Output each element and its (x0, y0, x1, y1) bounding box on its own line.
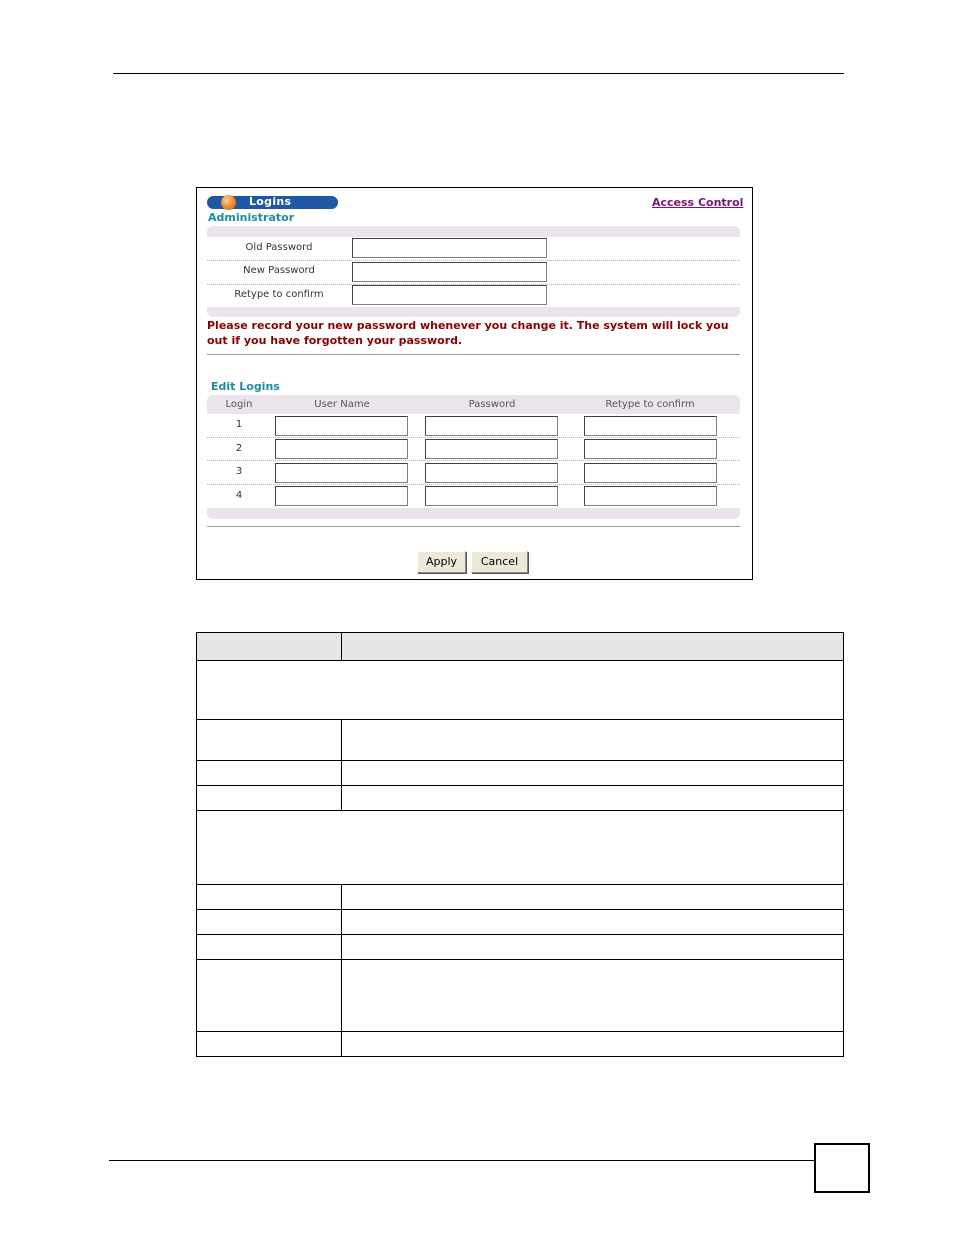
footer-rule (109, 1160, 815, 1161)
cancel-button[interactable]: Cancel (471, 551, 528, 573)
table-border-top (196, 632, 844, 633)
user-name-field[interactable] (275, 486, 408, 506)
table-row-line (196, 909, 844, 910)
password-field[interactable] (425, 463, 558, 483)
logins-title-badge (207, 196, 338, 209)
retype-field[interactable] (584, 439, 717, 459)
table-row-line (196, 959, 844, 960)
user-name-field[interactable] (275, 463, 408, 483)
row-divider (207, 484, 740, 485)
login-number: 3 (235, 466, 243, 477)
table-border-right (843, 632, 844, 1057)
table-row-line (196, 884, 844, 885)
logins-title: Logins (249, 195, 292, 208)
column-header-user-name: User Name (314, 399, 370, 410)
separator (207, 526, 740, 527)
login-number: 2 (235, 443, 243, 454)
table-row-line (196, 934, 844, 935)
table-row-line (196, 785, 844, 786)
password-warning: Please record your new password whenever you change it. The system will lock you out if you have forgotten your password. (207, 319, 729, 347)
access-control-link[interactable]: Access Control (652, 196, 744, 209)
administrator-title: Administrator (208, 211, 295, 224)
orb-icon (221, 195, 236, 210)
row-divider (207, 437, 740, 438)
row-divider (207, 460, 740, 461)
row-divider (207, 260, 740, 261)
table-column-line (341, 719, 342, 810)
old-password-field[interactable] (352, 238, 547, 258)
table-row-line (196, 760, 844, 761)
table-row-line (196, 810, 844, 811)
user-name-field[interactable] (275, 439, 408, 459)
separator (207, 354, 740, 355)
retype-field[interactable] (584, 486, 717, 506)
retype-field[interactable] (584, 416, 717, 436)
table-row-line (196, 660, 844, 661)
column-header-retype: Retype to confirm (605, 399, 695, 410)
table-header-row (197, 633, 843, 660)
table-row-line (196, 719, 844, 720)
column-header-password: Password (468, 399, 516, 410)
table-column-line (341, 632, 342, 660)
new-password-label: New Password (243, 265, 315, 276)
page-number-box (814, 1143, 870, 1193)
column-header-login: Login (225, 399, 253, 410)
retype-confirm-field[interactable] (352, 285, 547, 305)
table-border-bottom (196, 1056, 844, 1057)
password-field[interactable] (425, 416, 558, 436)
edit-logins-title: Edit Logins (211, 380, 280, 393)
table-column-line (341, 884, 342, 1056)
old-password-label: Old Password (245, 242, 313, 253)
table-border-left (196, 632, 197, 1057)
password-field[interactable] (425, 486, 558, 506)
apply-button[interactable]: Apply (417, 551, 466, 573)
login-number: 1 (235, 419, 243, 430)
new-password-field[interactable] (352, 262, 547, 282)
header-rule (113, 73, 844, 74)
login-number: 4 (235, 490, 243, 501)
retype-confirm-label: Retype to confirm (234, 289, 324, 300)
table-row-line (196, 1031, 844, 1032)
password-field[interactable] (425, 439, 558, 459)
user-name-field[interactable] (275, 416, 408, 436)
retype-field[interactable] (584, 463, 717, 483)
